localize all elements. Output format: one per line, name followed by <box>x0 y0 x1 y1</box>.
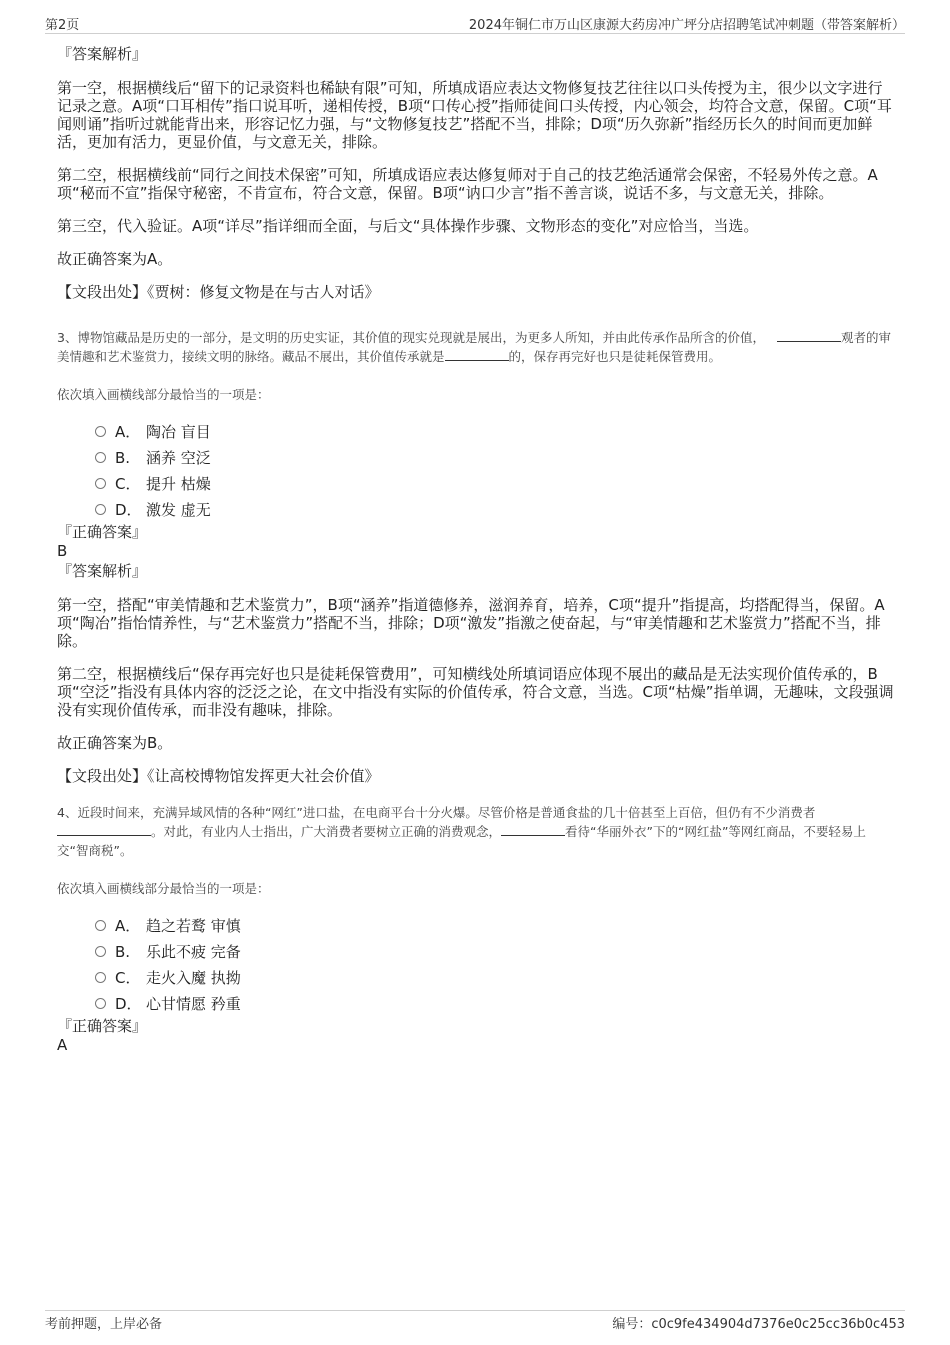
analysis-paragraph: 第二空，根据横线前“同行之间技术保密”可知，所填成语应表达修复师对于自己的技艺绝活通常会保密，不轻易外传之意。A项“秘而不宣”指保守秘密，不肯宣布，符合文意，保留。B项“讷口少言”指不善言谈，说话不多，与文意无关，排除。 <box>57 166 878 202</box>
source-citation: 【文段出处】《让高校博物馆发挥更大社会价值》 <box>57 767 380 785</box>
page-number: 第2页 <box>45 18 80 33</box>
analysis-label: 『答案解析』 <box>57 562 148 580</box>
fill-blank <box>501 823 565 836</box>
question-4 <box>57 803 895 1054</box>
footer-slogan: 考前押题，上岸必备 <box>45 1317 163 1332</box>
option-a[interactable]: A． 趋之若鹜 审慎 <box>95 913 895 939</box>
option-list <box>57 419 895 523</box>
radio-icon[interactable] <box>95 998 106 1009</box>
radio-icon[interactable] <box>95 426 106 437</box>
question-instruction: 依次填入画横线部分最恰当的一项是： <box>57 387 270 402</box>
radio-icon[interactable] <box>95 920 106 931</box>
document-id: 编号：c0c9fe434904d7376e0c25cc36b0c453 <box>612 1317 905 1332</box>
document-title: 2024年铜仁市万山区康源大药房冲广坪分店招聘笔试冲刺题（带答案解析） <box>468 18 905 33</box>
fill-blank <box>777 329 841 342</box>
option-a[interactable]: A． 陶冶 盲目 <box>95 419 895 445</box>
footer-divider <box>45 1310 905 1311</box>
option-d[interactable]: D． 心甘情愿 矜重 <box>95 991 895 1017</box>
question-3 <box>57 328 895 785</box>
analysis-paragraph: 第一空，根据横线后“留下的记录资料也稀缺有限”可知，所填成语应表达文物修复技艺往往以口头传授为主，很少以文字进行记录之意。A项“口耳相传”指口说耳听，递相传授，B项“口传心授”指师徒间口头传授，内心领会，均符合文意，保留。C项“耳闻则诵”指听过就能背出来，形容记忆力强，与“文物修复技艺”搭配不当，排除；D项“历久弥新”指经历长久的时间而更加鲜活，更加有活力，更显价值，与文意无关，排除。 <box>57 79 892 151</box>
fill-blank <box>57 823 151 836</box>
analysis-conclusion: 故正确答案为A。 <box>57 250 173 268</box>
radio-icon[interactable] <box>95 972 106 983</box>
radio-icon[interactable] <box>95 478 106 489</box>
analysis-paragraph: 第一空，搭配“审美情趣和艺术鉴赏力”，B项“涵养”指道德修养，滋润养育，培养，C项“提升”指提高，均搭配得当，保留。A项“陶冶”指怡情养性，与“艺术鉴赏力”搭配不当，排除；D项“激发”指激之使奋起，与“审美情趣和艺术鉴赏力”搭配不当，排除。 <box>57 596 885 650</box>
source-citation: 【文段出处】《贾树：修复文物是在与古人对话》 <box>57 283 380 301</box>
question-text: 4、近段时间来，充满异域风情的各种“网红”进口盐，在电商平台十分火爆。尽管价格是普通食盐的几十倍甚至上百倍，但仍有不少消费者 。对此，有业内人士指出，广大消费者要树立正确的消费观念， 看待“华丽外衣”下的“网红盐”等网红商品，不要轻易上交“智商税”。 <box>57 805 866 858</box>
option-b[interactable]: B. 涵养 空泛 <box>95 445 895 471</box>
question-instruction: 依次填入画横线部分最恰当的一项是： <box>57 881 270 896</box>
option-c[interactable]: C． 提升 枯燥 <box>95 471 895 497</box>
radio-icon[interactable] <box>95 946 106 957</box>
option-c[interactable]: C． 走火入魔 执拗 <box>95 965 895 991</box>
correct-answer-label: 『正确答案』 <box>57 1017 148 1035</box>
option-d[interactable]: D． 激发 虚无 <box>95 497 895 523</box>
fill-blank <box>445 348 509 361</box>
header-divider <box>45 33 905 34</box>
main-content <box>57 45 895 1054</box>
analysis-paragraph: 第三空，代入验证。A项“详尽”指详细而全面，与后文“具体操作步骤、文物形态的变化”对应恰当，当选。 <box>57 217 759 235</box>
analysis-label: 『答案解析』 <box>57 45 148 63</box>
correct-answer: A <box>57 1036 68 1054</box>
analysis-paragraph: 第二空，根据横线后“保存再完好也只是徒耗保管费用”，可知横线处所填词语应体现不展出的藏品是无法实现价值传承的，B项“空泛”指没有具体内容的泛泛之论，在文中指没有实际的价值传承，符合文意，当选。C项“枯燥”指单调，无趣味，文段强调没有实现价值传承，而非没有趣味，排除。 <box>57 665 894 719</box>
option-list <box>57 913 895 1017</box>
q2-analysis <box>57 45 895 301</box>
option-b[interactable]: B. 乐此不疲 完备 <box>95 939 895 965</box>
analysis-conclusion: 故正确答案为B。 <box>57 734 173 752</box>
question-text: 3、博物馆藏品是历史的一部分，是文明的历史实证，其价值的现实兑现就是展出，为更多人所知，并由此传承作品所含的价值， 观者的审美情趣和艺术鉴赏力，接续文明的脉络。藏品不展出，其价值传承就是 的，保存再完好也只是徒耗保管费用。 <box>57 330 891 364</box>
radio-icon[interactable] <box>95 452 106 463</box>
radio-icon[interactable] <box>95 504 106 515</box>
correct-answer-label: 『正确答案』 <box>57 523 148 541</box>
correct-answer: B <box>57 542 68 560</box>
page-header <box>45 14 905 34</box>
